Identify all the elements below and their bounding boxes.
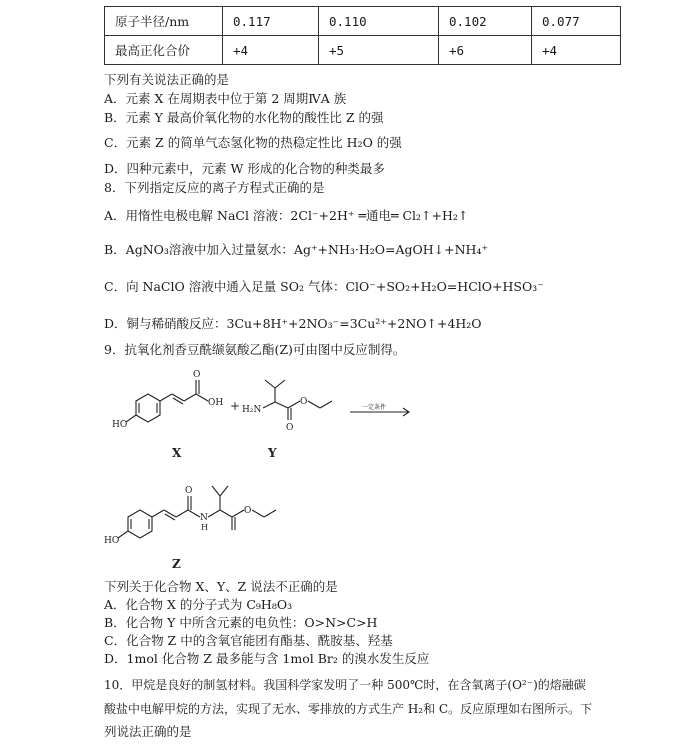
table-row [105,7,621,36]
x-carbonyl-o-label: O [193,370,201,380]
q9-option-b: B．化合物 Y 中所含元素的电负性：O>N>C>H [104,615,378,630]
table-cell: 最高正化合价 [105,36,223,65]
q7-option-b: B．元素 Y 最高价氧化物的水化物的酸性比 Z 的强 [104,110,384,125]
table-cell: 0.110 [319,7,439,36]
table-cell: +4 [532,36,621,65]
table-cell: +5 [319,36,439,65]
table-cell: 0.102 [439,7,532,36]
q8-stem: 8．下列指定反应的离子方程式正确的是 [104,180,325,195]
q10-line-1: 10．甲烷是良好的制氢材料。我国科学家发明了一种 500℃时，在含氧离子(O²⁻)的熔融碳 [104,678,586,692]
table-row [105,36,621,65]
compound-x-structure [126,380,208,422]
element-property-table [104,6,621,65]
table-cell: 原子半径/nm [105,7,223,36]
q9-option-d: D．1mol 化合物 Z 最多能与含 1mol Br₂ 的溴水发生反应 [104,651,430,666]
q7-option-a: A．元素 X 在周期表中位于第 2 周期ⅣA 族 [104,91,347,106]
compound-x-label: X [172,446,182,460]
y-ester-o-label: O [300,397,308,407]
q9-sub-stem: 下列关于化合物 X、Y、Z 说法不正确的是 [104,579,338,594]
q10-line-2: 酸盐中电解甲烷的方法，实现了无水、零排放的方式生产 H₂和 C。反应原理如右图所示。下 [104,702,593,716]
q8-option-c: C．向 NaClO 溶液中通入足量 SO₂ 气体：ClO⁻+SO₂+H₂O=HClO+HSO₃⁻ [104,279,544,294]
compound-z-label: Z [172,557,181,571]
reaction-scheme-diagram [100,360,440,575]
q8-option-a: A．用惰性电极电解 NaCl 溶液：2Cl⁻+2H⁺ ═通电═ Cl₂↑+H₂↑ [104,208,469,223]
q8-option-b: B．AgNO₃溶液中加入过量氨水：Ag⁺+NH₃·H₂O=AgOH↓+NH₄⁺ [104,242,489,257]
z-amide-h-label: H [201,523,208,532]
q7-option-d: D．四种元素中，元素 W 形成的化合物的种类最多 [104,161,385,176]
y-carbonyl-o-label: O [286,423,294,433]
compound-z-structure [118,486,276,538]
q7-option-c: C．元素 Z 的简单气态氢化物的热稳定性比 H₂O 的强 [104,135,402,150]
plus-sign: + [230,399,241,413]
q9-option-c: C．化合物 Z 中的含氧官能团有酯基、酰胺基、羟基 [104,633,393,648]
q9-stem: 9．抗氧化剂香豆酰缬氨酸乙酯(Z)可由图中反应制得。 [104,342,406,357]
table-cell: +4 [223,36,319,65]
y-amine-label: H₂N [242,405,262,415]
compound-y-structure [263,380,332,420]
z-amide-n-label: N [200,513,208,523]
table-cell: +6 [439,36,532,65]
x-acid-oh-label: OH [208,398,224,408]
table-cell: 0.117 [223,7,319,36]
z-hydroxyl-label: HO [104,536,120,546]
reaction-condition: 一定条件 [362,404,387,411]
q9-option-a: A．化合物 X 的分子式为 C₉H₈O₃ [104,597,293,612]
q7-stem: 下列有关说法正确的是 [104,72,230,87]
q10-line-3: 列说法正确的是 [104,724,192,739]
x-hydroxyl-label: HO [112,420,128,430]
compound-y-label: Y [268,446,277,460]
z-ester-o-label: O [244,506,252,516]
z-amide-o-label: O [185,486,193,496]
table-cell: 0.077 [532,7,621,36]
q8-option-d: D．铜与稀硝酸反应：3Cu+8H⁺+2NO₃⁻=3Cu²⁺+2NO↑+4H₂O [104,316,482,331]
